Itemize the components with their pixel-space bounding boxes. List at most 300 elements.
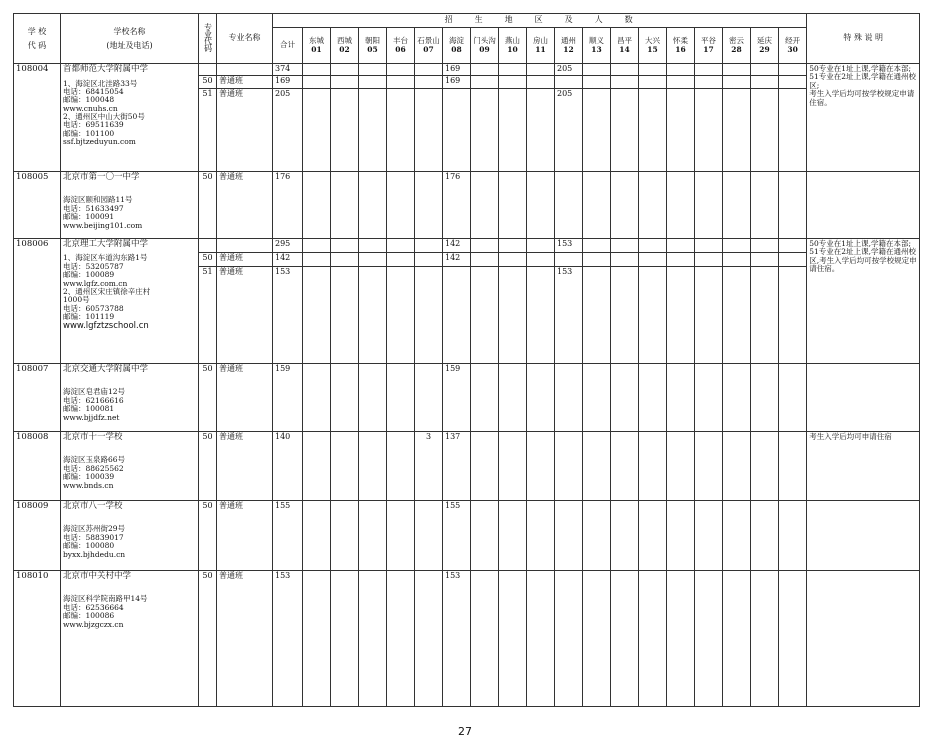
- header-district-06: [387, 28, 415, 64]
- district-name: 丰台: [393, 35, 408, 45]
- count-district-07: [415, 64, 443, 76]
- district-code: 09: [479, 44, 490, 54]
- address-line: 海淀区皂君庙12号: [63, 387, 126, 397]
- address-line: 电话：88625562: [63, 463, 124, 473]
- count-district-17: [695, 570, 723, 706]
- count-district-10: [499, 75, 527, 88]
- table-row: [14, 64, 920, 76]
- school-code: 108007: [14, 363, 61, 431]
- count-district-29: [751, 570, 779, 706]
- count-district-28: [723, 75, 751, 88]
- address-line: 电话：53205787: [63, 261, 124, 271]
- count-district-11: [527, 431, 555, 500]
- major-code: [199, 64, 217, 76]
- district-code: 08: [451, 44, 462, 54]
- header-district-09: [471, 28, 499, 64]
- count-district-09: [471, 171, 499, 238]
- count-district-09: [471, 64, 499, 76]
- count-district-02: [331, 431, 359, 500]
- count-district-08: [443, 88, 471, 171]
- school-code: 108004: [14, 64, 61, 172]
- header-school-name-label: 学校名称: [113, 26, 146, 36]
- district-code: 10: [507, 44, 518, 54]
- count-district-10: [499, 266, 527, 363]
- major-name: [217, 64, 273, 76]
- count-district-09: [471, 88, 499, 171]
- count-total: 153: [273, 266, 303, 363]
- major-name: 普通班: [217, 75, 273, 88]
- count-district-01: [303, 363, 331, 431]
- count-district-09: [471, 363, 499, 431]
- count-district-14: [611, 64, 639, 76]
- district-name: 通州: [561, 35, 576, 45]
- address-line: ssf.bjtzeduyun.com: [63, 137, 136, 147]
- count-district-06: [387, 252, 415, 266]
- count-district-05: [359, 75, 387, 88]
- count-district-16: [667, 266, 695, 363]
- count-district-10: [499, 64, 527, 76]
- note-line: 考生入学后均可申请住宿: [809, 431, 892, 441]
- address-line: 邮编：100089: [63, 270, 115, 280]
- address-line: 邮编：100048: [63, 95, 115, 105]
- district-code: 12: [563, 44, 574, 54]
- count-district-05: [359, 238, 387, 252]
- address-line: 电话：58839017: [63, 532, 124, 542]
- count-district-13: [583, 500, 611, 570]
- count-district-08: 159: [443, 363, 471, 431]
- major-code: 50: [199, 171, 217, 238]
- count-district-15: [639, 88, 667, 171]
- count-district-16: [667, 252, 695, 266]
- count-district-16: [667, 570, 695, 706]
- count-district-28: [723, 431, 751, 500]
- count-total: 205: [273, 88, 303, 171]
- count-district-05: [359, 500, 387, 570]
- count-district-06: [387, 500, 415, 570]
- school-info: [61, 171, 199, 238]
- district-name: 经开: [785, 35, 801, 45]
- count-district-15: [639, 64, 667, 76]
- address-line: www.bjjdfz.net: [63, 412, 120, 422]
- address-line: www.bnds.cn: [63, 480, 114, 490]
- count-district-12: 205: [555, 88, 583, 171]
- major-code: 50: [199, 431, 217, 500]
- count-district-15: [639, 266, 667, 363]
- count-district-16: [667, 88, 695, 171]
- district-name: 燕山: [505, 35, 520, 45]
- count-district-06: [387, 171, 415, 238]
- count-district-07: [415, 266, 443, 363]
- count-district-10: [499, 570, 527, 706]
- school-code: 108005: [14, 171, 61, 238]
- district-name: 怀柔: [673, 35, 688, 45]
- count-district-07: [415, 363, 443, 431]
- count-district-12: [555, 500, 583, 570]
- count-district-28: [723, 570, 751, 706]
- count-district-13: [583, 64, 611, 76]
- count-district-08: 176: [443, 171, 471, 238]
- count-district-10: [499, 252, 527, 266]
- count-district-15: [639, 500, 667, 570]
- count-district-30: [779, 500, 807, 570]
- header-school-name-sub: (地址及电话): [106, 40, 153, 50]
- school-info: [61, 500, 199, 570]
- count-district-10: [499, 431, 527, 500]
- count-district-11: [527, 363, 555, 431]
- count-district-05: [359, 363, 387, 431]
- address-line: 电话：60573788: [63, 303, 124, 313]
- count-district-28: [723, 238, 751, 252]
- header-district-12: [555, 28, 583, 64]
- count-district-09: [471, 570, 499, 706]
- count-district-05: [359, 252, 387, 266]
- count-district-13: [583, 431, 611, 500]
- count-district-10: [499, 88, 527, 171]
- address-line: www.bjzgczx.cn: [63, 619, 124, 629]
- header-district-29: [751, 28, 779, 64]
- count-district-30: [779, 64, 807, 76]
- header-district-10: [499, 28, 527, 64]
- count-district-13: [583, 363, 611, 431]
- count-district-14: [611, 171, 639, 238]
- count-district-13: [583, 266, 611, 363]
- address-line: www.lgfz.com.cn: [63, 278, 128, 288]
- count-district-11: [527, 75, 555, 88]
- count-total: 153: [273, 570, 303, 706]
- district-code: 05: [367, 44, 378, 54]
- table-row: [14, 431, 920, 500]
- count-district-12: 153: [555, 238, 583, 252]
- table-body: [14, 64, 920, 707]
- count-district-01: [303, 171, 331, 238]
- count-district-11: [527, 64, 555, 76]
- major-name: 普通班: [217, 570, 273, 706]
- count-district-29: [751, 500, 779, 570]
- count-district-30: [779, 88, 807, 171]
- count-district-01: [303, 500, 331, 570]
- address-line: 海淀区颐和园路11号: [63, 195, 133, 205]
- count-district-11: [527, 570, 555, 706]
- count-district-10: [499, 171, 527, 238]
- note-line: 51专业在2址上课,学籍在通州校区,考生入学后均可按学校规定申请住宿。: [809, 247, 917, 274]
- district-name: 东城: [309, 35, 324, 45]
- count-district-14: [611, 570, 639, 706]
- major-code: [199, 238, 217, 252]
- count-district-29: [751, 363, 779, 431]
- district-name: 门头沟: [473, 35, 496, 45]
- count-district-16: [667, 75, 695, 88]
- address-line: 电话：51633497: [63, 203, 124, 213]
- count-district-01: [303, 431, 331, 500]
- count-district-08: 155: [443, 500, 471, 570]
- school-name: 首都师范大学附属中学: [63, 64, 149, 74]
- count-district-06: [387, 64, 415, 76]
- header-major-code-label: 专业代码: [203, 23, 213, 52]
- school-code: 108006: [14, 238, 61, 363]
- count-district-02: [331, 64, 359, 76]
- special-note: [807, 64, 920, 172]
- count-district-06: [387, 75, 415, 88]
- district-code: 14: [619, 44, 630, 54]
- table-row: [14, 363, 920, 431]
- major-name: 普通班: [217, 88, 273, 171]
- count-district-02: [331, 88, 359, 171]
- table-row: [14, 171, 920, 238]
- school-name: 北京交通大学附属中学: [63, 363, 149, 374]
- district-name: 朝阳: [365, 35, 380, 45]
- count-district-05: [359, 431, 387, 500]
- count-district-12: 205: [555, 64, 583, 76]
- count-district-28: [723, 363, 751, 431]
- count-district-10: [499, 238, 527, 252]
- count-district-02: [331, 238, 359, 252]
- district-name: 延庆: [757, 35, 772, 45]
- district-code: 07: [423, 44, 434, 54]
- address-line: 2、通州区中山大街50号: [63, 112, 145, 122]
- count-district-02: [331, 363, 359, 431]
- count-district-16: [667, 500, 695, 570]
- district-name: 海淀: [449, 35, 464, 45]
- header-district-11: [527, 28, 555, 64]
- header-district-01: [303, 28, 331, 64]
- district-name: 平谷: [701, 35, 716, 45]
- address-line: 海淀区科学院南路甲14号: [63, 594, 148, 604]
- count-district-09: [471, 75, 499, 88]
- district-code: 06: [395, 44, 406, 54]
- count-district-29: [751, 252, 779, 266]
- address-line: 邮编：100086: [63, 611, 115, 621]
- count-district-30: [779, 431, 807, 500]
- count-district-28: [723, 88, 751, 171]
- note-line: 50专业在1址上课,学籍在本部;: [809, 64, 911, 73]
- address-line: byxx.bjhdedu.cn: [63, 549, 126, 559]
- district-code: 16: [675, 44, 686, 54]
- school-name: 北京市十一学校: [63, 431, 123, 442]
- header-district-13: [583, 28, 611, 64]
- header-special-note: 特 殊 说 明: [807, 14, 920, 64]
- header-major-code: [199, 14, 217, 64]
- district-code: 13: [591, 44, 602, 54]
- count-district-29: [751, 431, 779, 500]
- special-note: [807, 363, 920, 431]
- count-district-28: [723, 64, 751, 76]
- count-district-14: [611, 500, 639, 570]
- count-district-06: [387, 570, 415, 706]
- enrollment-table: [13, 13, 920, 707]
- major-name: 普通班: [217, 266, 273, 363]
- count-district-06: [387, 431, 415, 500]
- count-district-13: [583, 75, 611, 88]
- district-code: 29: [759, 44, 770, 54]
- special-note: [807, 500, 920, 570]
- school-info: [61, 363, 199, 431]
- count-district-09: [471, 252, 499, 266]
- count-district-16: [667, 171, 695, 238]
- header-district-14: [611, 28, 639, 64]
- address-line: 1、海淀区车道沟东路1号: [63, 253, 148, 263]
- count-district-01: [303, 88, 331, 171]
- school-name: 北京市八一学校: [63, 500, 123, 511]
- major-name: 普通班: [217, 171, 273, 238]
- major-name: 普通班: [217, 252, 273, 266]
- count-district-12: [555, 363, 583, 431]
- header-major-name: 专业名称: [217, 14, 273, 64]
- count-district-12: [555, 252, 583, 266]
- address-line: 邮编：101119: [63, 312, 115, 322]
- school-code: 108008: [14, 431, 61, 500]
- count-total: 176: [273, 171, 303, 238]
- count-district-29: [751, 238, 779, 252]
- count-district-16: [667, 431, 695, 500]
- count-district-28: [723, 266, 751, 363]
- district-code: 28: [731, 44, 742, 54]
- count-district-14: [611, 75, 639, 88]
- major-name: 普通班: [217, 363, 273, 431]
- count-district-08: 137: [443, 431, 471, 500]
- district-name: 合计: [280, 40, 295, 50]
- count-district-12: [555, 431, 583, 500]
- major-code: 50: [199, 252, 217, 266]
- count-district-02: [331, 570, 359, 706]
- count-district-15: [639, 252, 667, 266]
- count-district-13: [583, 88, 611, 171]
- count-district-12: [555, 75, 583, 88]
- address-line: 海淀区苏州街29号: [63, 524, 126, 534]
- count-district-05: [359, 64, 387, 76]
- district-code: 15: [647, 44, 658, 54]
- district-code: 02: [339, 44, 350, 54]
- district-name: 大兴: [645, 35, 660, 45]
- count-district-12: [555, 570, 583, 706]
- district-name: 石景山: [417, 35, 440, 45]
- count-district-29: [751, 75, 779, 88]
- count-district-17: [695, 88, 723, 171]
- count-district-17: [695, 64, 723, 76]
- header-district-28: [723, 28, 751, 64]
- count-district-16: [667, 64, 695, 76]
- note-line: 51专业在2址上课,学籍在通州校区;: [809, 72, 916, 90]
- count-district-07: [415, 171, 443, 238]
- count-district-28: [723, 500, 751, 570]
- count-district-08: 142: [443, 238, 471, 252]
- count-district-11: [527, 266, 555, 363]
- address-line: 电话：62536664: [63, 602, 124, 612]
- school-info: [61, 238, 199, 363]
- count-district-07: [415, 238, 443, 252]
- address-line: 电话：68415054: [63, 86, 124, 96]
- count-district-28: [723, 171, 751, 238]
- count-district-05: [359, 171, 387, 238]
- count-district-14: [611, 266, 639, 363]
- special-note: [807, 238, 920, 363]
- count-district-05: [359, 570, 387, 706]
- major-name: [217, 238, 273, 252]
- count-district-29: [751, 64, 779, 76]
- address-line: www.cnuhs.cn: [63, 103, 118, 113]
- count-district-06: [387, 266, 415, 363]
- count-district-13: [583, 252, 611, 266]
- count-district-15: [639, 570, 667, 706]
- special-note: [807, 431, 920, 500]
- address-line: www.beijing101.com: [63, 220, 143, 230]
- count-district-15: [639, 75, 667, 88]
- count-district-15: [639, 363, 667, 431]
- count-district-11: [527, 252, 555, 266]
- address-line: 2、通州区宋庄镇徐辛庄村: [63, 287, 151, 297]
- major-code: 51: [199, 266, 217, 363]
- count-district-11: [527, 171, 555, 238]
- count-district-01: [303, 238, 331, 252]
- count-district-07: [415, 252, 443, 266]
- address-line: 电话：69511639: [63, 120, 124, 130]
- count-district-17: [695, 171, 723, 238]
- major-code: 51: [199, 88, 217, 171]
- count-district-01: [303, 252, 331, 266]
- school-name: 北京市中关村中学: [63, 570, 132, 581]
- school-code: 108010: [14, 570, 61, 706]
- count-total: 140: [273, 431, 303, 500]
- district-name: 昌平: [617, 35, 632, 45]
- address-line: 1000号: [63, 295, 90, 305]
- count-district-08: [443, 266, 471, 363]
- count-district-17: [695, 75, 723, 88]
- school-code: 108009: [14, 500, 61, 570]
- table-row: [14, 500, 920, 570]
- header-district-30: [779, 28, 807, 64]
- count-district-02: [331, 75, 359, 88]
- school-name: 北京理工大学附属中学: [63, 238, 149, 249]
- count-district-01: [303, 570, 331, 706]
- district-name: 密云: [729, 35, 744, 45]
- header-district-16: [667, 28, 695, 64]
- address-line: 海淀区玉泉路66号: [63, 455, 126, 465]
- count-district-01: [303, 266, 331, 363]
- count-district-15: [639, 431, 667, 500]
- count-district-15: [639, 238, 667, 252]
- header-district-08: [443, 28, 471, 64]
- count-district-08: 142: [443, 252, 471, 266]
- count-district-30: [779, 252, 807, 266]
- count-district-10: [499, 500, 527, 570]
- address-line: 电话：62166616: [63, 395, 124, 405]
- header-school-code: 学 校 代 码: [14, 14, 61, 64]
- count-district-09: [471, 266, 499, 363]
- count-district-17: [695, 500, 723, 570]
- count-district-09: [471, 238, 499, 252]
- note-line: 考生入学后均可按学校规定申请住宿。: [809, 89, 915, 107]
- address-line: 邮编：100081: [63, 404, 115, 414]
- count-district-07: [415, 75, 443, 88]
- major-name: 普通班: [217, 500, 273, 570]
- district-name: 顺义: [589, 35, 604, 45]
- count-district-07: [415, 88, 443, 171]
- count-district-14: [611, 88, 639, 171]
- table-row: [14, 238, 920, 252]
- count-district-09: [471, 431, 499, 500]
- district-code: 17: [703, 44, 714, 54]
- count-district-13: [583, 570, 611, 706]
- table-row: [14, 570, 920, 706]
- count-total: 169: [273, 75, 303, 88]
- count-total: 374: [273, 64, 303, 76]
- count-district-07: 3: [415, 431, 443, 500]
- count-district-02: [331, 500, 359, 570]
- school-info: [61, 64, 199, 172]
- count-district-12: [555, 171, 583, 238]
- major-code: 50: [199, 500, 217, 570]
- note-line: 50专业在1址上课,学籍在本部;: [809, 238, 911, 248]
- address-line: 1、海淀区北洼路33号: [63, 78, 138, 88]
